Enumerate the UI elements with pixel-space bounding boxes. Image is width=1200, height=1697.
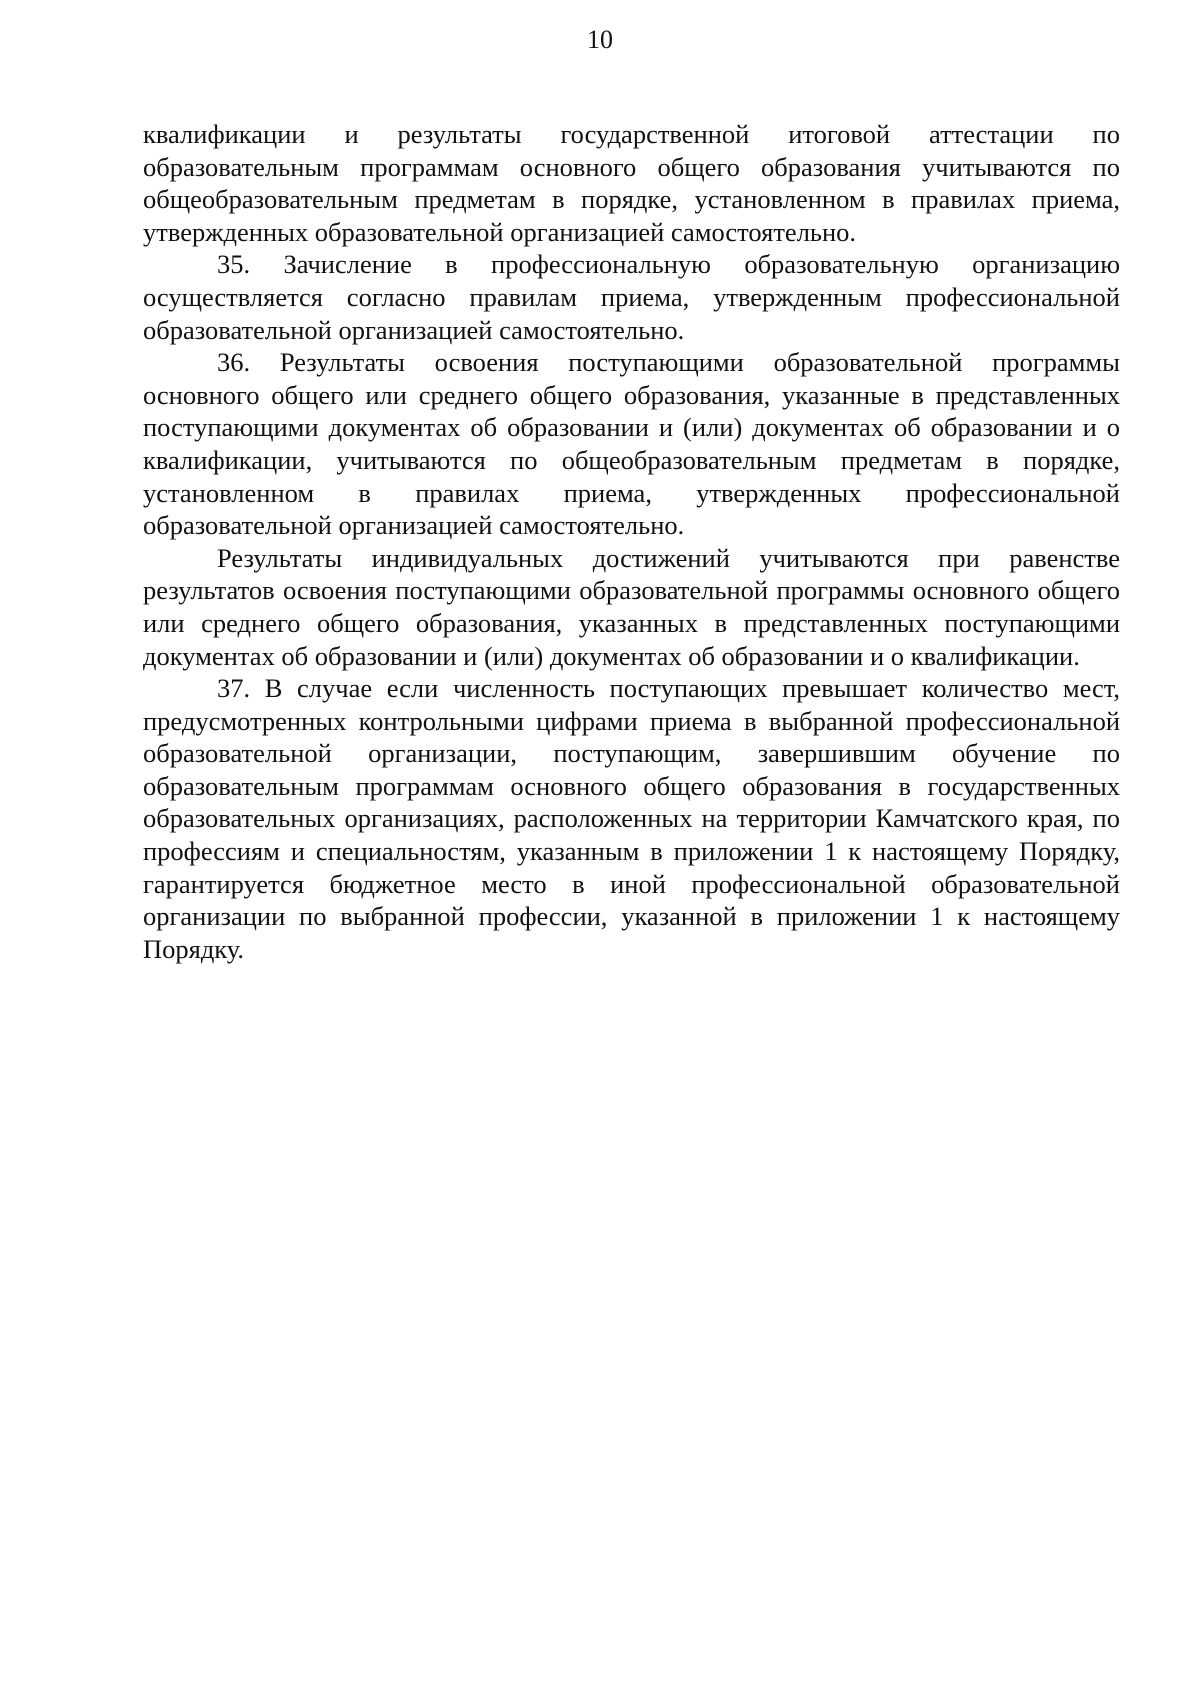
paragraph-36-individual-achievements: Результаты индивидуальных достижений учитываются при равенстве результатов освоения поступающими образовательной программы основного общего или среднего общего образования, указанных в представленных поступающими документах об образовании и (или) документах об образовании и о квалификации. (143, 542, 1120, 671)
paragraph-35: 35. Зачисление в профессиональную образовательную организацию осуществляется согласно правилам приема, утвержденным профессиональной образовательной организацией самостоятельно. (143, 249, 1120, 345)
paragraph-continuation: квалификации и результаты государственной итоговой аттестации по образовательным программам основного общего образования учитываются по общеобразовательным предметам в порядке, установленном в правилах приема, утвержденных образовательной организацией самостоятельно. (143, 119, 1120, 247)
page-number: 10 (587, 25, 613, 54)
paragraph-37: 37. В случае если численность поступающих превышает количество мест, предусмотренных контрольными цифрами приема в выбранной профессиональной образовательной организации, поступающим, завершившим обучение по образовательным программам основного общего образования в государственных образовательных организациях, расположенных на территории Камчатского края, по профессиям и специальностям, указанным в приложении 1 к настоящему Порядку, гарантируется бюджетное место в иной профессиональной образовательной организации по выбранной профессии, указанной в приложении 1 к настоящему Порядку. (143, 673, 1120, 964)
paragraph-36: 36. Результаты освоения поступающими образовательной программы основного общего или среднего общего образования, указанные в представленных поступающими документах об образовании и (или) документах об образовании и о квалификации, учитываются по общеобразовательным предметам в порядке, установленном в правилах приема, утвержденных профессиональной образовательной организацией самостоятельно. (143, 347, 1120, 541)
document-body (143, 118, 1120, 965)
